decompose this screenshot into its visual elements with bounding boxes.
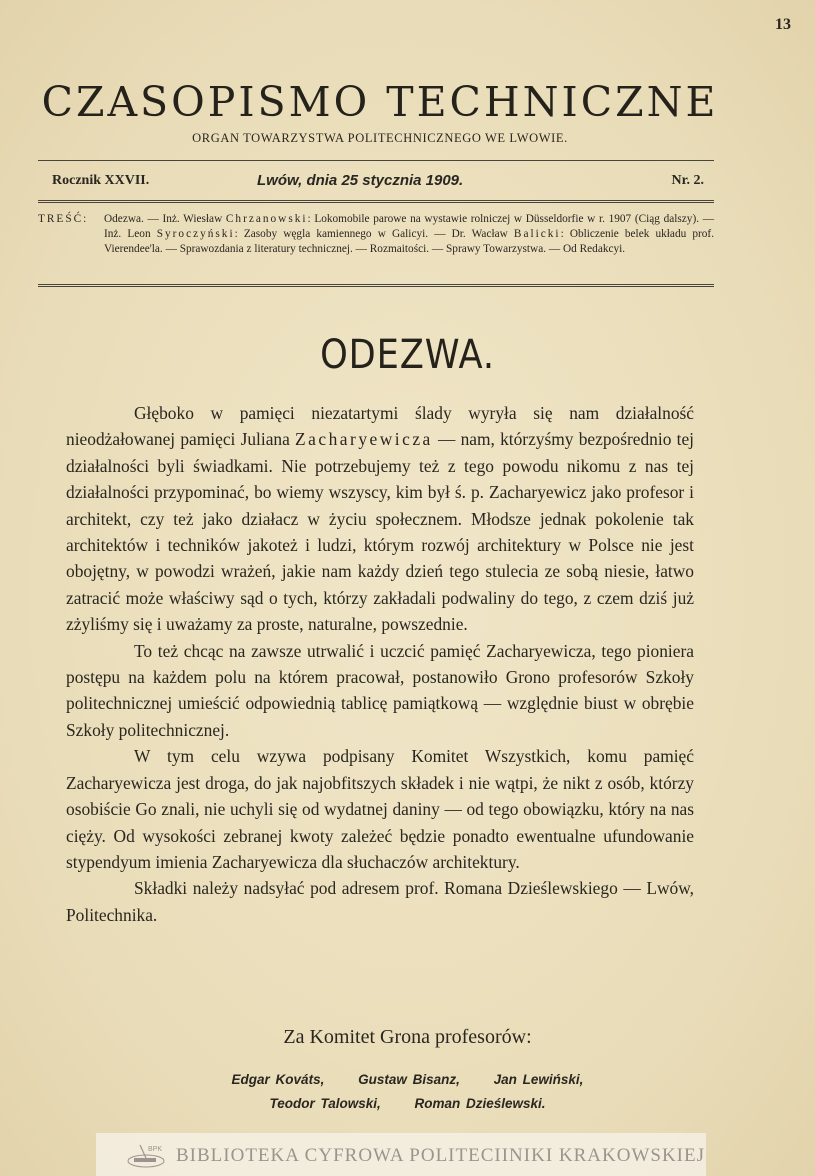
rule-toc-bottom (38, 284, 714, 287)
issue-volume: Rocznik XXVII. (52, 173, 150, 188)
rule-top (38, 160, 714, 161)
signatory: Gustaw Bisanz, (358, 1072, 460, 1087)
toc-text: : Obliczenie belek układu prof. Vierendee'la. — Sprawozdania z literatury technicznej. — Rozmaitości. — Sprawy Towarzystwa. — Od Redakcyi. (104, 227, 715, 255)
issue-info (52, 173, 704, 193)
paragraph-4: Składki należy nadsyłać pod adresem prof. Romana Dzieślewskiego — Lwów, Politechnika. (66, 878, 694, 925)
signatory: Roman Dzieślewski. (414, 1096, 546, 1111)
watermark-text: BIBLIOTEKA CYFROWA POLITECIINIKI KRAKOWSKIEJ (176, 1145, 706, 1166)
signatory: Edgar Kováts, (231, 1072, 325, 1087)
paragraph-1 (66, 400, 694, 638)
rule-info-bottom (38, 200, 714, 203)
article-body (66, 400, 694, 928)
toc-author: Balicki (513, 227, 561, 240)
toc-body (104, 212, 714, 256)
toc-text: Odezwa. — Inż. Wiesław (104, 213, 226, 225)
issue-number: Nr. 2. (671, 173, 704, 188)
signatories-row-1 (0, 1068, 815, 1092)
article-headline: ODEZWA. (320, 332, 495, 378)
paragraph-3: W tym celu wzywa podpisany Komitet Wszystkich, komu pamięć Zacharyewicza jest droga, do jak najobfitszych składek i nie wątpi, że nikt z osób, którzy osobiście Go znali, nie uchyli się od wydatnej daniny — od tego obowiązku, który na nas cięży. Od wysokości zebranej kwoty zależeć będzie ponadto ewentualne ufundowanie stypendyum imienia Zacharyewicza dla słuchaczów architektury. (66, 746, 694, 872)
toc-text: : Lokomobile parowe na wystawie rolniczej w Düsseldorfie w r. 1907 (Ciąg dalszy). — Inż. Leon (104, 213, 714, 240)
library-logo-icon (126, 1141, 170, 1169)
issue-date: Lwów, dnia 25 stycznia 1909. (257, 172, 464, 189)
spaced-name: Zacharyewicza (295, 429, 433, 450)
svg-text:BPK: BPK (148, 1146, 163, 1153)
masthead-subtitle: ORGAN TOWARZYSTWA POLITECHNICZNEGO WE LWOWIE. (192, 131, 568, 145)
signatories-row-2 (0, 1092, 815, 1116)
toc-author: Syroczyński (156, 227, 235, 240)
table-of-contents (38, 212, 714, 256)
signatories (0, 1068, 815, 1116)
paragraph-text: Głęboko w pamięci niezatartymi ślady wyryła się nam działalność nieodżałowanej pamięci Juliana (66, 403, 694, 450)
library-watermark (96, 1133, 706, 1176)
signatory: Jan Lewiński, (493, 1072, 584, 1087)
masthead-title: CZASOPISMO TECHNICZNE (41, 78, 719, 126)
toc-text: : Zasoby węgla kamiennego w Galicyi. — Dr. Wacław (234, 227, 514, 240)
page-number: 13 (775, 16, 791, 33)
signoff: Za Komitet Grona profesorów: (283, 1026, 532, 1048)
paragraph-2: To też chcąc na zawsze utrwalić i uczcić pamięć Zacharyewicza, tego pioniera postępu na każdem polu na którem pracował, postanowiło Grono profesorów Szkoły politechnicznej umieścić odpowiednią tablicę pamiątkową — względnie biust w obrębie Szkoły politechnicznej. (66, 640, 694, 740)
signatory: Teodor Talowski, (269, 1096, 381, 1111)
toc-label: TREŚĆ: (38, 213, 89, 225)
paragraph-text: — nam, którzyśmy bezpośrednio tej działalności byli świadkami. Nie potrzebujemy też z tego powodu nikomu z nas tej działalności przypominać, bo wiemy wszyscy, kim był ś. p. Zacharyewicz jako profesor i architekt, czy też jako działacz w życiu społecznem. Młodsze jednak pokolenie tak architektów i techników jakoteż i ludzi, którym rozwój architektury w Polsce nie jest obojętny, w powodzi wrażeń, jakie nam każdy dzień tego stulecia ze sobą niesie, łatwo zatracić może właściwy sąd o tych, którzy zakładali podwaliny do tego, z czem dziś już zżyliśmy się i uważamy za proste, naturalne, powszednie. (66, 429, 694, 635)
toc-author: Chrzanowski (225, 213, 308, 225)
